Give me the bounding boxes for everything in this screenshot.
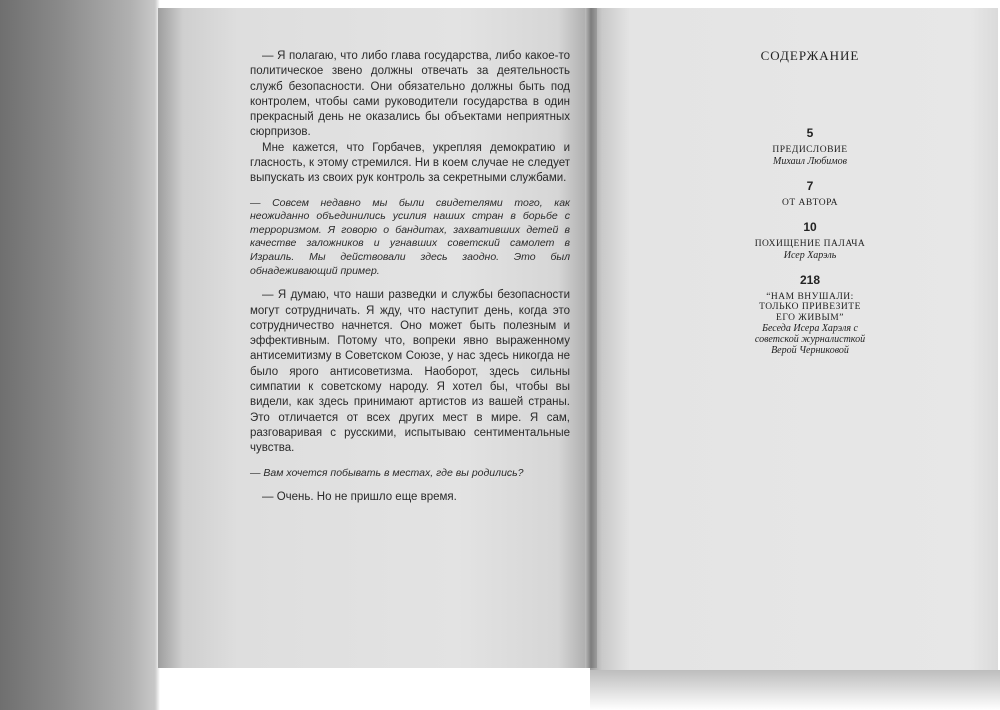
table-of-contents	[720, 40, 900, 356]
toc-entry	[720, 273, 900, 357]
question-paragraph: — Совсем недавно мы были свидетелями того, как неожиданно объединились усилия наших стран в борьбе с терроризмом. Я говорю о бандитах, захвативших детей в качестве заложников и угнавших советский самолет в Израиль. Мы действовали здесь заодно. Это был обнадеживающий пример.	[250, 196, 570, 277]
toc-entry	[720, 179, 900, 209]
toc-page-number: 10	[803, 220, 817, 234]
toc-heading: ПРЕДИСЛОВИЕ	[772, 145, 848, 155]
answer-paragraph: — Я полагаю, что либо глава государства, либо какое-то политическое звено должны отвечать за деятельность служб безопасности. Они обязательно должны быть под контролем, чтобы сами руководители государства в один прекрасный день не оказались бы объектами неприятных сюрпризов.	[250, 50, 570, 139]
toc-author: Михаил Любимов	[773, 155, 847, 167]
page-bottom-shadow	[590, 670, 1000, 710]
toc-entry	[720, 220, 900, 261]
toc-author: Исер Харэль	[783, 249, 837, 261]
toc-page-number: 218	[799, 272, 821, 287]
book-spine-fold	[585, 8, 597, 668]
toc-heading: “НАМ ВНУШАЛИ: ТОЛЬКО ПРИВЕЗИТЕ ЕГО ЖИВЫМ”	[759, 291, 861, 323]
toc-entry	[720, 126, 900, 167]
answer-paragraph: — Очень. Но не пришло еще время.	[262, 491, 457, 504]
question-paragraph: — Вам хочется побывать в местах, где вы родились?	[250, 466, 524, 479]
toc-page-number: 7	[806, 178, 814, 193]
toc-title: СОДЕРЖАНИЕ	[760, 48, 860, 63]
interview-text	[250, 49, 570, 505]
toc-heading: ОТ АВТОРА	[781, 197, 839, 208]
toc-page-number: 5	[806, 126, 814, 140]
toc-heading: ПОХИЩЕНИЕ ПАЛАЧА	[754, 239, 866, 249]
toc-author: Беседа Исера Харэля с советской журналисткой Верой Черниковой	[754, 323, 866, 356]
answer-paragraph: — Я думаю, что наши разведки и службы безопасности могут сотрудничать. Я жду, что наступит день, когда это сотрудничество начнется. Оно может быть полезным и эффективным. Потому что, вопреки явно выраженному антисемитизму в Советском Союзе, у нас здесь никогда не было ярого антисоветизма. Наоборот, здесь сильны симпатии к советскому народу. Я хотел бы, чтобы вы видели, как здесь принимают артистов из вашей страны. Это отличается от всех других мест в мире. Я сам, разговаривая с русскими, испытываю сентиментальные чувства.	[250, 289, 570, 455]
answer-paragraph: Мне кажется, что Горбачев, укрепляя демократию и гласность, к этому стремился. Ни в коем случае не следует выпускать из своих рук контроль за секретными службами.	[250, 141, 570, 185]
